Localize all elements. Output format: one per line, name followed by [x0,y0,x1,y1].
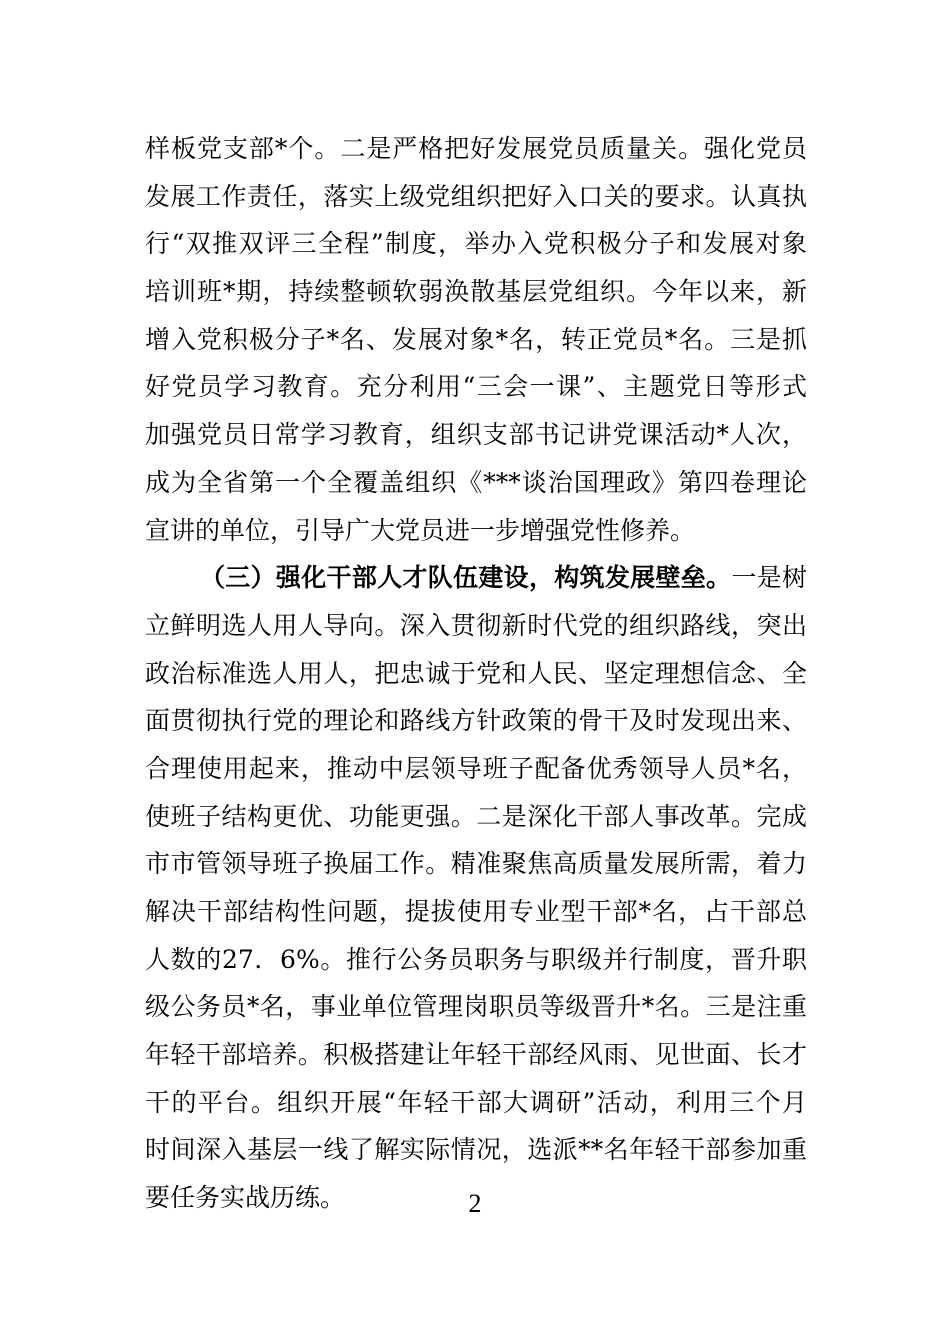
text-line: 人数的27．6%。推行公务员职务与职级并行制度，晋升职 [145,944,807,974]
text-line: 成为全省第一个全覆盖组织《***谈治国理政》第四卷理论 [145,467,807,497]
text-line: 干的平台。组织开展“年轻干部大调研”活动，利用三个月 [145,1087,807,1117]
text-line: 解决干部结构性问题，提拔使用专业型干部*名，占干部总 [145,897,807,926]
text-line: 年轻干部培养。积极搭建让年轻干部经风雨、见世面、长才 [145,1040,807,1070]
body-text [145,125,807,1222]
section-heading-continuation: 一是树 [731,563,807,593]
text-line: 面贯彻执行党的理论和路线方针政策的骨干及时发现出来、 [145,706,807,736]
text-line: 增入党积极分子*名、发展对象*名，转正党员*名。三是抓 [145,324,807,354]
text-line: 加强党员日常学习教育，组织支部书记讲党课活动*人次， [145,420,807,450]
text-line: 立鲜明选人用人导向。深入贯彻新时代党的组织路线，突出 [145,610,807,640]
text-line: 要任务实战历练。 [145,1183,346,1213]
text-line: 时间深入基层一线了解实际情况，选派**名年轻干部参加重 [145,1135,807,1165]
page-number: 2 [468,1189,482,1218]
text-line: 行“双推双评三全程”制度，举办入党积极分子和发展对象 [145,229,807,259]
text-line: 政治标准选人用人，把忠诚于党和人民、坚定理想信念、全 [145,658,807,688]
text-line: 级公务员*名，事业单位管理岗职员等级晋升*名。三是注重 [145,992,807,1022]
text-line: 市市管领导班子换届工作。精准聚焦高质量发展所需，着力 [145,849,807,879]
section-heading-line [145,554,807,602]
text-line: 好党员学习教育。充分利用“三会一课”、主题党日等形式 [145,372,807,402]
text-line: 使班子结构更优、功能更强。二是深化干部人事改革。完成 [145,801,807,831]
text-line: 发展工作责任，落实上级党组织把好入口关的要求。认真执 [145,181,807,211]
section-heading: （三）强化干部人才队伍建设，构筑发展壁垒。 [200,563,732,593]
text-line: 样板党支部*个。二是严格把好发展党员质量关。强化党员 [145,134,807,163]
text-line: 宣讲的单位，引导广大党员进一步增强党性修养。 [145,515,696,545]
text-line: 合理使用起来，推动中层领导班子配备优秀领导人员*名， [145,753,807,783]
text-line: 培训班*期，持续整顿软弱涣散基层党组织。今年以来，新 [145,277,807,307]
